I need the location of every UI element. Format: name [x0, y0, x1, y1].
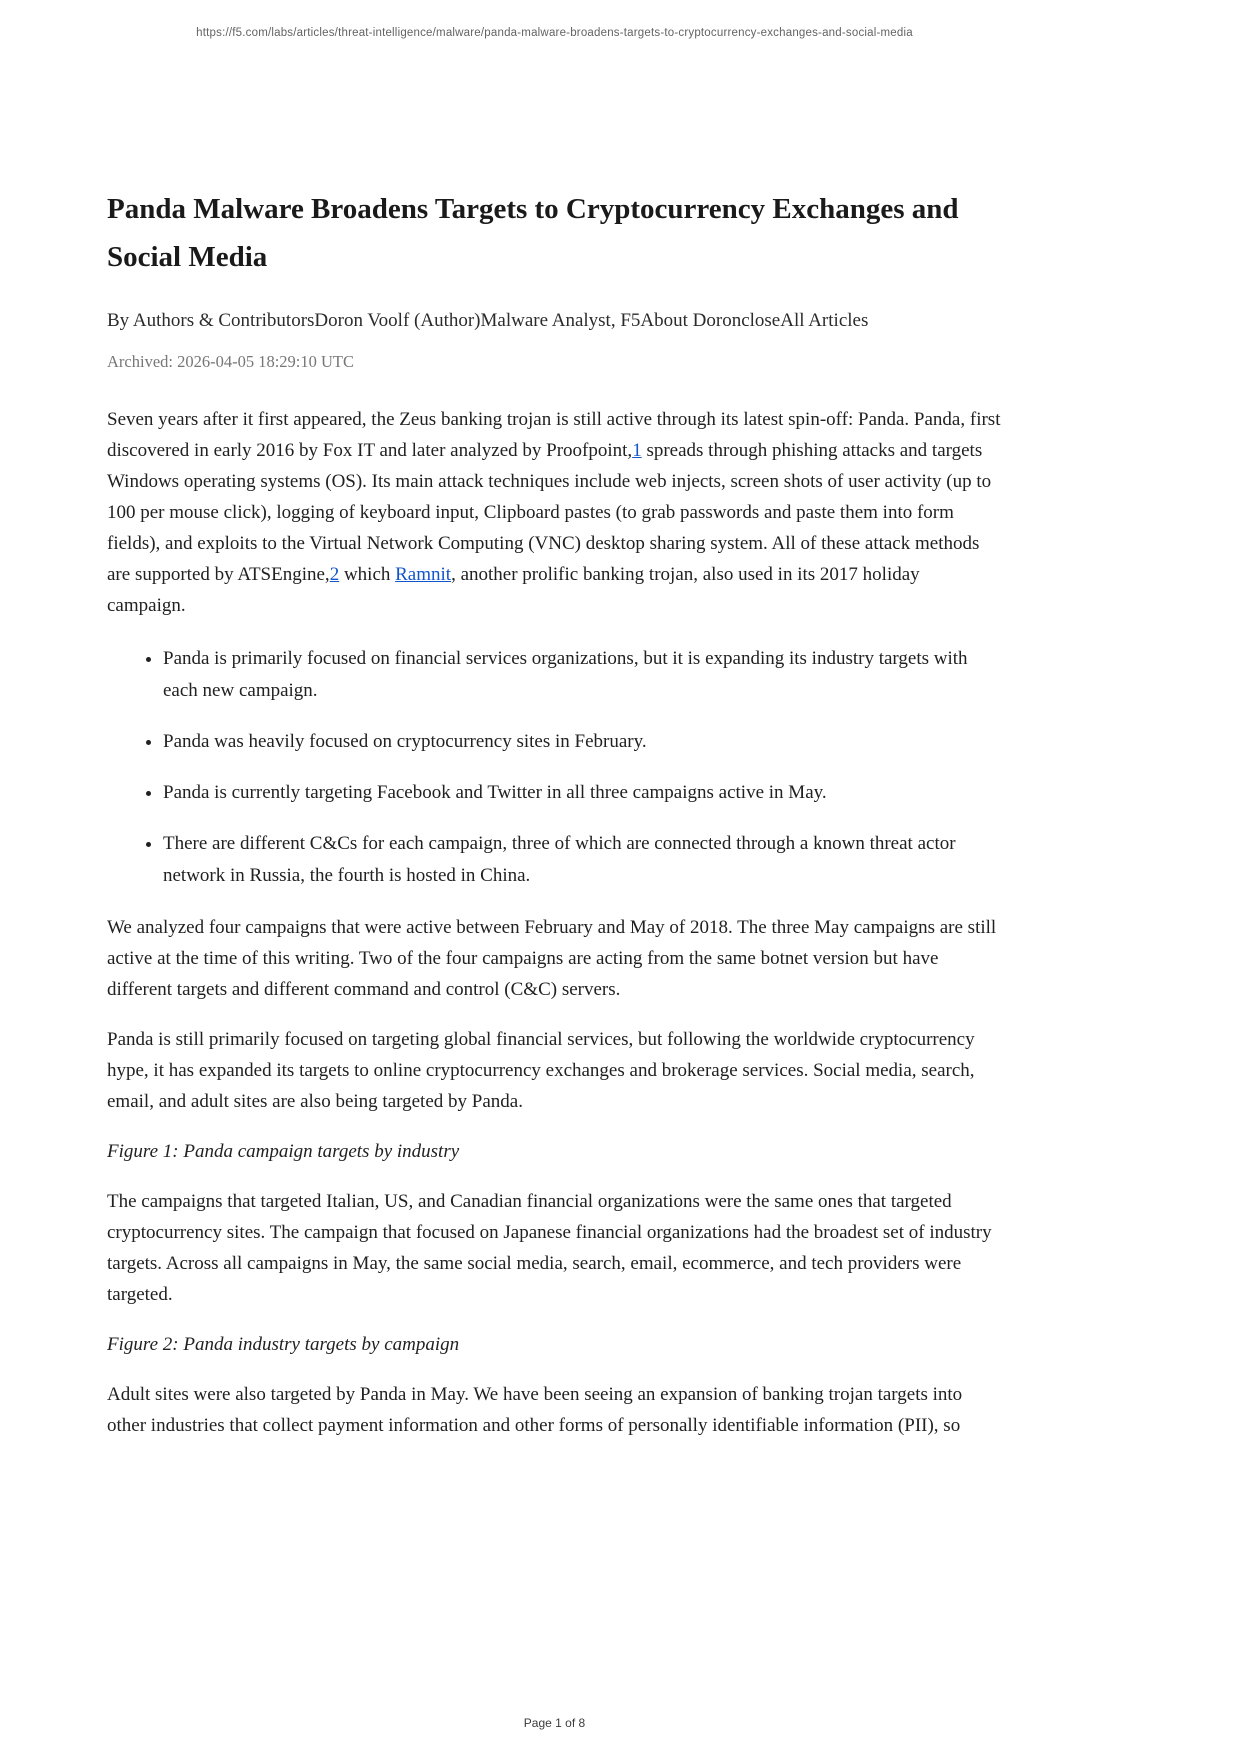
- footnote-2-link[interactable]: 2: [329, 564, 340, 585]
- text-segment: which: [339, 564, 396, 585]
- byline: By Authors & ContributorsDoron Voolf (Author)Malware Analyst, F5About DoroncloseAll Articles: [107, 310, 869, 331]
- figure2-caption: Figure 2: Panda industry targets by campaign: [107, 1334, 460, 1355]
- key-points-list: [107, 643, 1002, 892]
- paragraph-adult-sites: Adult sites were also targeted by Panda in May. We have been seeing an expansion of banking trojan targets into other industries that collect payment information and other forms of personally identifiable information (PII), so: [107, 1384, 963, 1436]
- list-item: • There are different C&Cs for each campaign, three of which are connected through a known threat actor network in Russia, the fourth is hosted in China.: [163, 828, 1002, 892]
- text-segment: Seven years after it first appeared, the Zeus banking trojan is still active through its latest spin-off: Panda. Panda, first discovered in early 2016 by Fox IT and later analyzed by Proofpoint,: [107, 409, 1001, 461]
- article-content: [107, 0, 1002, 1460]
- figure1-caption: Figure 1: Panda campaign targets by industry: [107, 1141, 460, 1162]
- text-segment: , another prolific banking trojan, also used in its 2017 holiday campaign.: [107, 564, 920, 616]
- list-item: • Panda is primarily focused on financial services organizations, but it is expanding its industry targets with each new campaign.: [163, 643, 1002, 707]
- page-url: https://f5.com/labs/articles/threat-intelligence/malware/panda-malware-broadens-targets-to-cryptocurrency-exchanges-and-social-media: [196, 27, 913, 39]
- list-item: • Panda was heavily focused on cryptocurrency sites in February.: [163, 726, 1002, 758]
- text-segment: spreads through phishing attacks and targets Windows operating systems (OS). Its main attack techniques include web injects, screen shots of user activity (up to 100 per mouse click), logging of keyboard input, Clipboard pastes (to grab passwords and paste them into form fields), and exploits to the Virtual Network Computing (VNC) desktop sharing system. All of these attack methods are supported by ATSEngine,: [107, 440, 992, 585]
- paragraph-campaigns-analyzed: We analyzed four campaigns that were active between February and May of 2018. The three May campaigns are still active at the time of this writing. Two of the four campaigns are acting from the same botnet version but have different targets and different command and control (C&C) servers.: [107, 917, 997, 1000]
- intro-paragraph: [107, 404, 1002, 621]
- ramnit-link[interactable]: Ramnit: [395, 564, 452, 585]
- article-title: Panda Malware Broadens Targets to Cryptocurrency Exchanges and Social Media: [107, 193, 959, 273]
- paragraph-campaign-details: The campaigns that targeted Italian, US, and Canadian financial organizations were the same ones that targeted cryptocurrency sites. The campaign that focused on Japanese financial organizations had the broadest set of industry targets. Across all campaigns in May, the same social media, search, email, ecommerce, and tech providers were targeted.: [107, 1191, 992, 1305]
- page-footer: Page 1 of 8: [523, 1716, 586, 1730]
- footnote-1-link[interactable]: 1: [632, 440, 642, 461]
- list-item: • Panda is currently targeting Facebook and Twitter in all three campaigns active in May.: [163, 777, 1002, 809]
- archived-timestamp: Archived: 2026-04-05 18:29:10 UTC: [107, 352, 355, 371]
- paragraph-expanded-targets: Panda is still primarily focused on targeting global financial services, but following the worldwide cryptocurrency hype, it has expanded its targets to online cryptocurrency exchanges and brokerage services. Social media, search, email, and adult sites are also being targeted by Panda.: [107, 1029, 975, 1112]
